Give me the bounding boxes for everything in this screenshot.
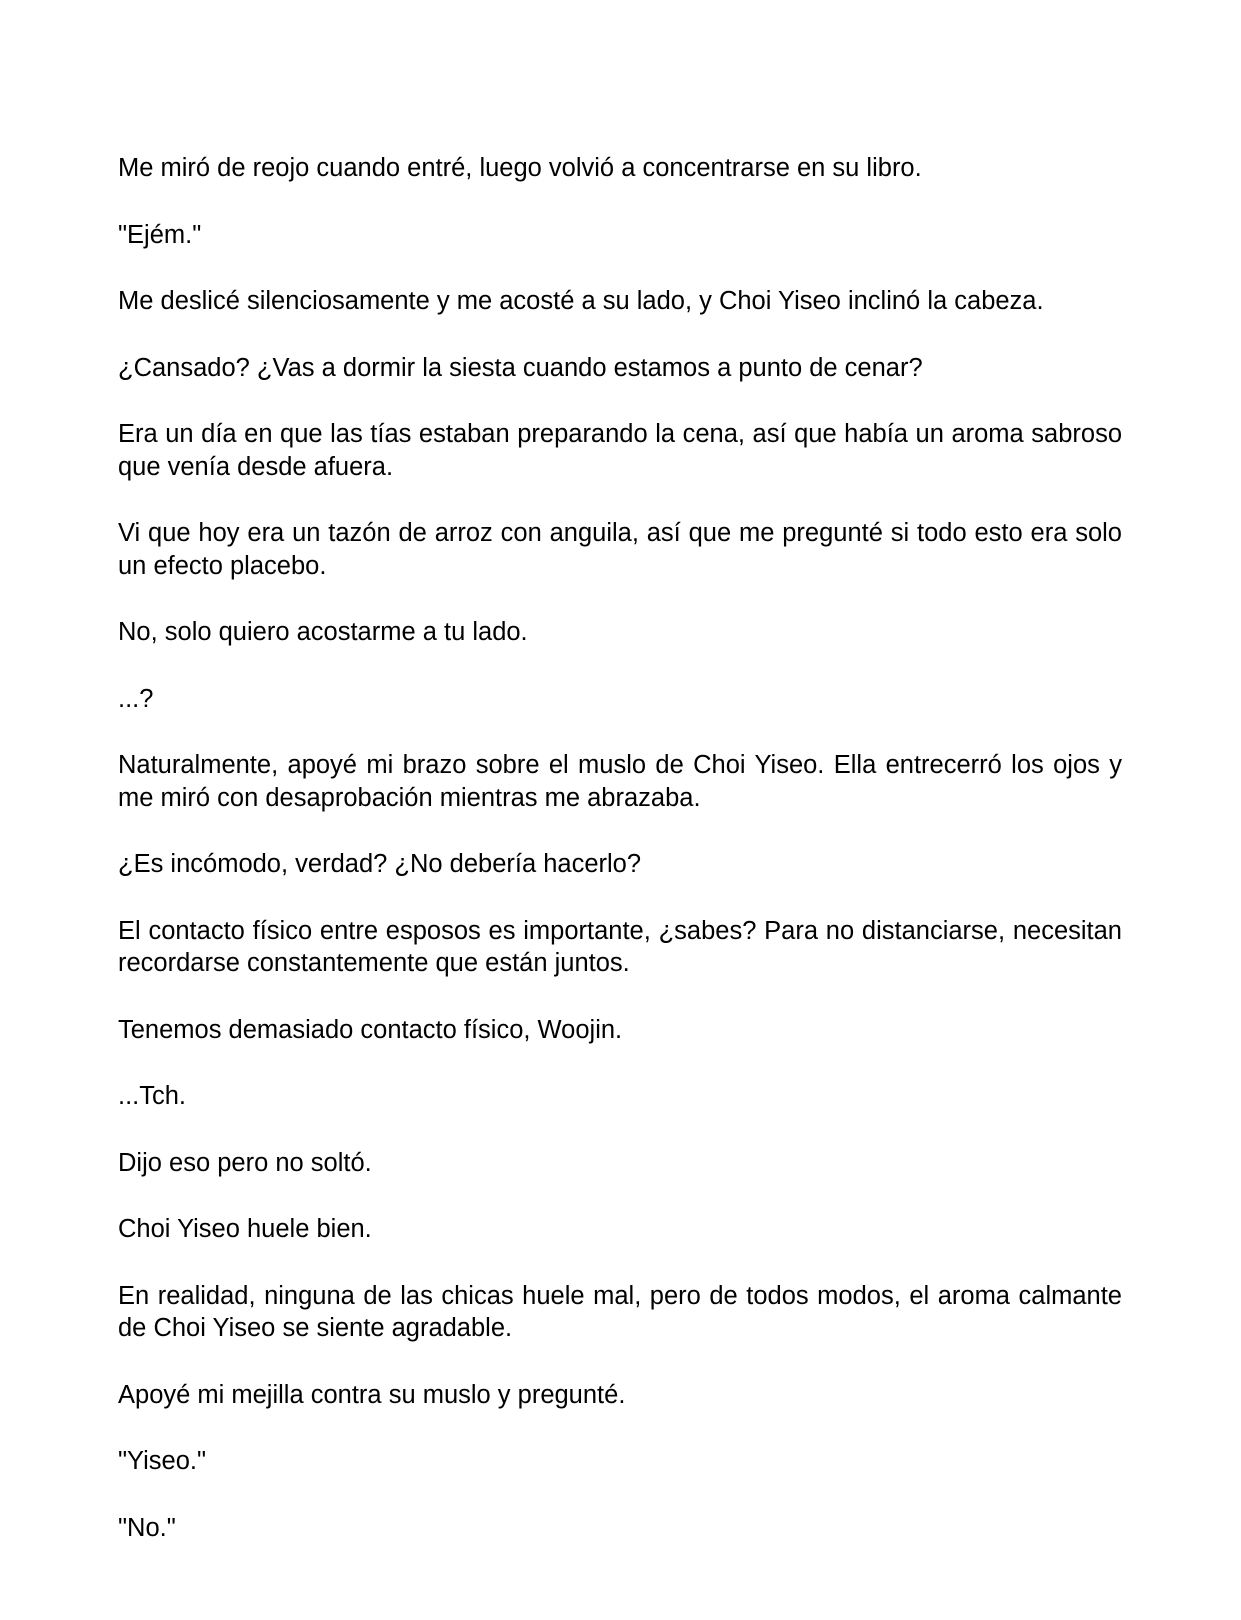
paragraph: En realidad, ninguna de las chicas huele mal, pero de todos modos, el aroma calmante de Choi Yiseo se siente agradable.	[118, 1281, 1122, 1342]
paragraph: "No."	[118, 1513, 176, 1542]
paragraph: ...Tch.	[118, 1082, 187, 1110]
paragraph: ...?	[118, 684, 154, 713]
paragraph: Naturalmente, apoyé mi brazo sobre el muslo de Choi Yiseo. Ella entrecerró los ojos y me miró con desaprobación mientras me abrazaba.	[118, 751, 1122, 812]
paragraph: Tenemos demasiado contacto físico, Woojin.	[118, 1015, 623, 1044]
paragraph: Apoyé mi mejilla contra su muslo y pregunté.	[118, 1380, 626, 1409]
paragraph: "Yiseo."	[118, 1447, 207, 1475]
paragraph: No, solo quiero acostarme a tu lado.	[118, 618, 528, 646]
paragraph: Dijo eso pero no soltó.	[118, 1148, 372, 1177]
paragraph: Era un día en que las tías estaban preparando la cena, así que había un aroma sabroso que venía desde afuera.	[118, 420, 1122, 481]
paragraph: ¿Cansado? ¿Vas a dormir la siesta cuando estamos a punto de cenar?	[118, 353, 923, 382]
paragraph: El contacto físico entre esposos es importante, ¿sabes? Para no distanciarse, necesitan recordarse constantemente que están juntos.	[118, 916, 1122, 977]
paragraph: Me miró de reojo cuando entré, luego volvió a concentrarse en su libro.	[118, 154, 922, 182]
paragraph: Me deslicé silenciosamente y me acosté a su lado, y Choi Yiseo inclinó la cabeza.	[118, 287, 1044, 315]
paragraph: ¿Es incómodo, verdad? ¿No debería hacerlo?	[118, 850, 642, 878]
paragraph: Vi que hoy era un tazón de arroz con anguila, así que me pregunté si todo esto era solo un efecto placebo.	[118, 519, 1122, 580]
document-body	[118, 152, 1122, 1578]
paragraph: Choi Yiseo huele bien.	[118, 1215, 372, 1243]
paragraph: "Ejém."	[118, 220, 202, 249]
